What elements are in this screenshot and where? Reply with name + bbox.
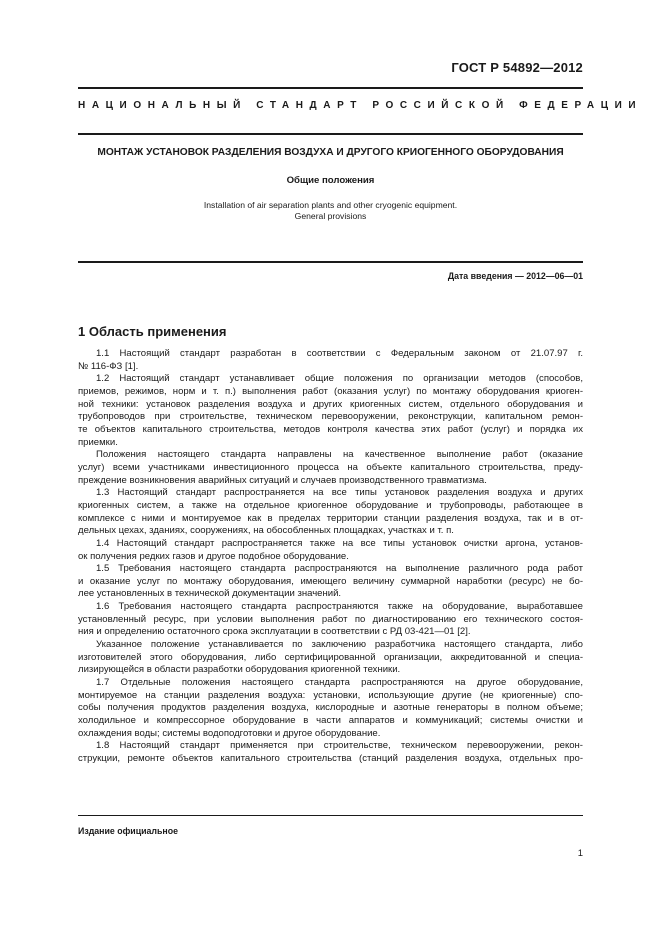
- body-line: дельных цехах, зданиях, сооружениях, на обособленных площадках, участках и т. п.: [78, 525, 454, 537]
- english-title-line-2: General provisions: [294, 211, 367, 221]
- body-line: приемки.: [78, 436, 118, 448]
- body-line: холодильное и компрессорное оборудование в части аппаратов и коммуникаций; системы очистки и: [78, 715, 583, 727]
- body-line: ной техники: установок разделения воздуха и других криогенных систем, отдельного оборудования и: [78, 398, 583, 410]
- national-standard-banner: НАЦИОНАЛЬНЫЙ СТАНДАРТ РОССИЙСКОЙ ФЕДЕРАЦИИ: [78, 100, 643, 111]
- english-title-line-1: Installation of air separation plants and other cryogenic equipment.: [203, 200, 458, 210]
- body-line: 1.3 Настоящий стандарт распространяется на все типы установок разделения воздуха и других: [96, 487, 583, 499]
- body-line: собы получения продуктов разделения воздуха, кислородные и азотные генераторы в полном объеме;: [78, 702, 583, 714]
- body-line: охлаждения воды; системы водоподготовки и другое оборудование.: [78, 727, 381, 739]
- body-line: 1.8 Настоящий стандарт применяется при строительстве, техническом перевооружении, рекон-: [96, 740, 583, 752]
- body-line: № 116-ФЗ [1].: [78, 360, 139, 372]
- body-line: ок получения редких газов и другое подобное оборудование.: [78, 550, 349, 562]
- body-line: 1.1 Настоящий стандарт разработан в соответствии с Федеральным законом от 21.07.97 г.: [96, 348, 583, 359]
- body-line: преждение возникновения аварийных ситуаций и случаев производственного травматизма.: [78, 474, 487, 486]
- section-body: [78, 348, 583, 766]
- body-line: 1.4 Настоящий стандарт распространяется также на все типы установок очистки аргона, установ-: [96, 537, 583, 549]
- footer-rule: [78, 815, 583, 816]
- page-number: 1: [577, 848, 583, 859]
- body-line: 1.5 Требования настоящего стандарта распространяются на выполнение различного рода работ: [96, 563, 583, 575]
- header-rule: [78, 87, 583, 89]
- banner-rule: [78, 133, 583, 135]
- document-title: МОНТАЖ УСТАНОВОК РАЗДЕЛЕНИЯ ВОЗДУХА И ДРУГОГО КРИОГЕННОГО ОБОРУДОВАНИЯ: [97, 147, 564, 158]
- body-line: лизирующейся в области разработки оборудования криогенной техники.: [78, 664, 401, 676]
- body-line: приемов, режимов, норм и т. п.) выполнения работ (оказания услуг) по монтажу оборудования криоген-: [78, 385, 583, 397]
- body-line: услуг) всеми участниками инвестиционного процесса на объекте капитального строительства, преду-: [78, 461, 583, 473]
- body-line: ния и определению остаточного срока эксплуатации в соответствии с РД 03-421—01 [2].: [78, 626, 471, 638]
- body-line: 1.7 Отдельные положения настоящего стандарта распространяются на другое оборудование,: [96, 677, 583, 689]
- body-line: 1.6 Требования настоящего стандарта распространяются также на оборудование, выработавшее: [96, 601, 583, 613]
- official-edition-label: Издание официальное: [78, 826, 178, 836]
- body-line: установленный ресурс, при условии выполнения работ по диагностированию его технического состоя-: [78, 613, 583, 625]
- body-line: трубопроводов при строительстве, техническом перевооружении, реконструкции, капитальном ремон-: [78, 411, 583, 423]
- body-line: монтируемое на станции разделения воздуха: установки, использующие другие (не криогенные) спо-: [78, 689, 583, 701]
- gost-number: ГОСТ Р 54892—2012: [451, 60, 583, 75]
- english-title: [78, 200, 583, 222]
- body-line: 1.2 Настоящий стандарт устанавливает общие положения по организации методов (способов,: [96, 373, 583, 385]
- body-line: те объектов капитального строительства, методов контроля качества этих работ (услуг) и порядка их: [78, 423, 583, 435]
- body-line: струкции, ремонте объектов капитального строительства (станций разделения воздуха, отдельных про-: [78, 753, 583, 764]
- introduction-date: Дата введения — 2012—06—01: [447, 271, 583, 281]
- body-line: изготовителей этого оборудования, либо сертифицированной организации, аккредитованной и специа-: [78, 651, 583, 663]
- body-line: Положения настоящего стандарта направлены на качественное выполнение работ (оказание: [96, 449, 583, 461]
- body-line: комплексе с ними и монтируемое как в пределах территории станции разделения воздуха, так и в от-: [78, 512, 583, 524]
- document-subtitle: Общие положения: [286, 175, 375, 186]
- body-line: Указанное положение устанавливается по заключению разработчика настоящего стандарта, либо: [96, 639, 583, 651]
- body-line: и оказание услуг по монтажу оборудования, имеющего величину суммарной наработки (ресурс) не бо-: [78, 575, 583, 587]
- section-heading: 1 Область применения: [78, 324, 227, 339]
- body-line: криогенных систем, а также на отдельное криогенное оборудование и трубопроводы, работающее в: [78, 499, 583, 511]
- title-rule: [78, 261, 583, 263]
- body-line: лее установленных в технической документации значений.: [78, 588, 342, 600]
